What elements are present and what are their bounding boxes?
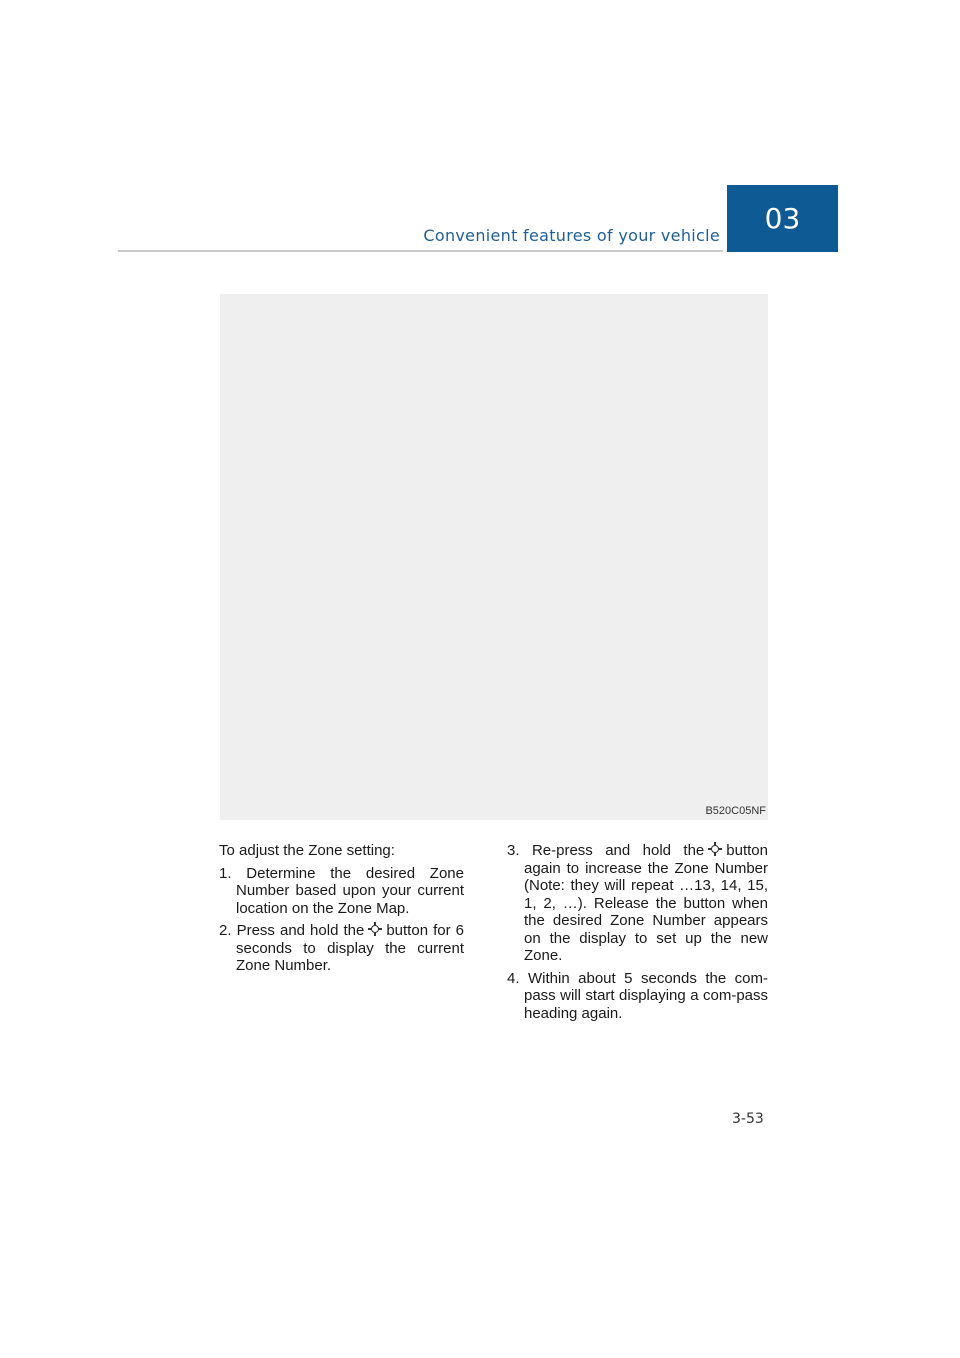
section-header-title: Convenient features of your vehicle (423, 226, 720, 245)
compass-zone-icon (368, 922, 382, 936)
chapter-tab: 03 (727, 185, 838, 252)
step-number: 1. (219, 864, 232, 882)
step-text: Within about 5 seconds the com-pass will start displaying a com-pass heading again. (524, 969, 768, 1022)
header-rule (118, 250, 723, 252)
figure-placeholder (220, 294, 768, 820)
step-3 (507, 842, 768, 965)
step-2 (219, 922, 464, 975)
step-text-after: button for 6 seconds to display the current Zone Number. (236, 922, 464, 974)
step-number: 2. (219, 922, 232, 939)
step-text: Determine the desired Zone Number based upon your current location on the Zone Map. (236, 864, 464, 917)
right-column (507, 842, 768, 1027)
step-number: 3. (507, 842, 520, 859)
step-text-before: Re-press and hold the (531, 842, 705, 859)
left-column (219, 842, 464, 980)
step-text-after: button again to increase the Zone Number (Note: they will repeat …13, 14, 15, 1, 2, …). Release the button when the desired Zone Number appears on the display to set up the new Zone. (524, 842, 768, 964)
figure-code: B520C05NF (705, 805, 766, 817)
step-text-before: Press and hold the (236, 922, 365, 939)
intro-text: To adjust the Zone setting: (219, 842, 395, 859)
step-number: 4. (507, 969, 520, 987)
compass-zone-icon (708, 842, 722, 856)
step-1 (219, 865, 464, 918)
page-number: 3-53 (732, 1111, 764, 1127)
step-4 (507, 970, 768, 1023)
